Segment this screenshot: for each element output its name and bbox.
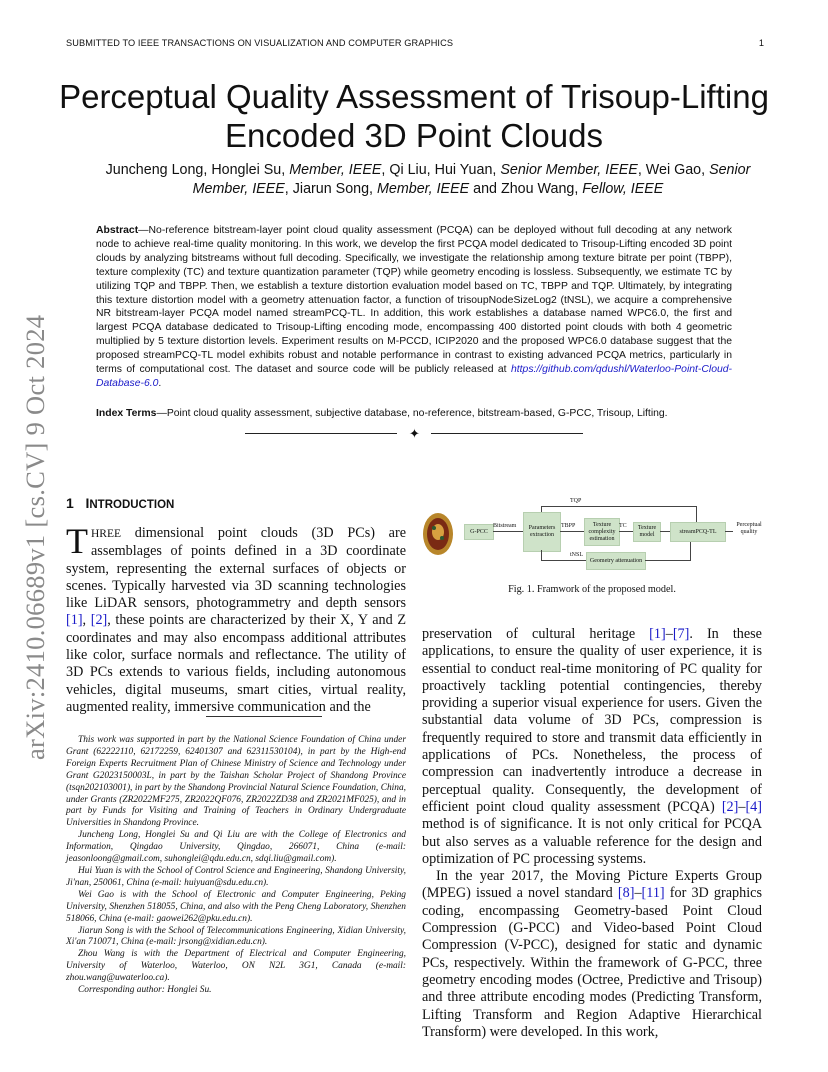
footnote: Wei Gao is with the School of Electronic and Computer Engineering, Peking University, Shenzhen 518055, China, and also with the Peng Cheng Laboratory, Shenzhen 518066, China (e-mail: gaowei262@pku.edu.cn). <box>66 889 406 924</box>
body-text: In the year 2017, the Moving Picture Experts Group (MPEG) issued a novel standard <box>422 868 762 902</box>
texture-complexity-box: Texture complexity estimation <box>584 518 620 546</box>
tqp-line <box>696 506 697 522</box>
divider-diamond-icon: ✦ <box>409 426 420 441</box>
author-role: Member, IEEE <box>377 181 470 197</box>
footnote: Zhou Wang is with the Department of Electrical and Computer Engineering, University of Waterloo, Waterloo, ON N2L 3G1, Canada (e-mail: zhou.wang@uwaterloo.ca). <box>66 949 406 984</box>
section-number: 1 <box>66 495 74 511</box>
intro-text: dimensional point clouds (3D PCs) are assemblages of points defined in a 3D coordinate system, representing the external surfaces of objects or scenes. Typically harvested via 3D scanning technologies like LiDAR sensors, photogrammetry and depth sensors <box>66 525 406 612</box>
streampcq-tl-box: streamPCQ-TL <box>670 522 726 542</box>
arrow-line <box>560 531 584 532</box>
arrow-line <box>690 540 691 561</box>
author-text: , Jiarun Song, <box>284 181 377 197</box>
arrow-line <box>660 531 670 532</box>
perceptual-quality-label: Perceptual quality <box>736 522 762 535</box>
author-text: , Wei Gao, <box>637 162 710 178</box>
figure-caption: Fig. 1. Framwork of the proposed model. <box>508 584 676 595</box>
intro-text: , these points are characterized by their X, Y and Z coordinates and may also encompass additional attributes like color, surface normals and reflectance. The utility of 3D PCs extends to various fields, including autonomous vehicles, digital museums, smart cities, virtual reality, augmented reality, immersive communication and the <box>66 612 407 715</box>
citation-link[interactable]: [11] <box>641 885 665 902</box>
footnote: Hui Yuan is with the School of Control Science and Engineering, Shandong University, Ji'nan, 250061, China (e-mail: huiyuan@sdu.edu.cn). <box>66 865 406 888</box>
citation-link[interactable]: [1] <box>649 626 666 642</box>
intro-text: , <box>82 612 91 629</box>
author-text: Juncheng Long, Honglei Su, <box>105 162 290 178</box>
citation-link[interactable]: [8] <box>617 885 635 902</box>
divider-line-right <box>431 433 583 434</box>
footnote: Corresponding author: Honglei Su. <box>78 985 212 996</box>
title-line-1: Perceptual Quality Assessment of Trisoup-Lifting <box>59 78 769 115</box>
author-role: Senior Member, IEEE <box>500 162 638 178</box>
author-role: Fellow, IEEE <box>582 181 664 197</box>
section-divider <box>245 426 583 440</box>
author-role: Senior Member, IEEE <box>192 162 751 197</box>
section-first-letter: I <box>85 495 90 511</box>
body-text: method is of significance. It is not only critical for PCQA but also serves as a valuable reference for the design and optimization of PC processing systems. <box>422 816 762 867</box>
author-role: Member, IEEE <box>289 162 382 178</box>
divider-line-left <box>245 433 397 434</box>
index-terms-text: —Point cloud quality assessment, subjective database, no-reference, bitstream-based, G-PCC, Trisoup, Lifting. <box>156 408 668 419</box>
footnote: Juncheng Long, Honglei Su and Qi Liu are with the College of Electronics and Information, Qingdao University, Qingdao, 266071, China (e-mail: jeasonloong@gmail.com, suhonglei@qdu.edu.cn, sdqi.liu@gmail.com). <box>66 830 406 865</box>
parameters-extraction-box: Parameters extraction <box>523 512 561 552</box>
citation-link[interactable]: [4] <box>745 798 762 815</box>
arrow-line <box>645 560 691 561</box>
footnote: This work was supported in part by the National Science Foundation of China under Grant (62222110, 62172259, 62401307 and 62311530104), in part by the High-end Foreign Experts Recruitment Plan of Chinese Ministry of Science and Technology under Grant G2023150003L, in part by the Taishan Scholar Project of Shandong Province (tsqn202103001), in part by the Shandong Provincial Natural Science Foundation, China, under Grants (ZR2022MF275, ZR2022QF076, ZR2022ZD38 and ZR2021MF025), and in part by Funds for Visiting and Training of Teachers in Ordinary Undergraduate Universities in Shandong Province. <box>66 735 406 829</box>
title-line-2: Encoded 3D Point Clouds <box>225 117 603 154</box>
section-heading <box>66 495 174 511</box>
gpcc-box: G-PCC <box>464 524 494 540</box>
tc-label: TC <box>619 523 627 529</box>
body-text: – <box>738 798 746 815</box>
bitstream-label: Bitstream <box>493 523 517 529</box>
index-terms <box>96 407 732 421</box>
paper-title <box>40 77 788 155</box>
tnsl-label: tNSL <box>570 552 584 558</box>
arrow-line <box>493 531 523 532</box>
abstract-text: —No-reference bitstream-layer point cloud quality assessment (PCQA) can be deployed without full decoding at any network node to achieve real-time quality monitoring. In this work, we develop the first PCQA model dedicated to Trisoup-Lifting encoded 3D point clouds by analyzing bitstreams without full decoding. Specifically, we investigate the relationship among texture bitrate per point (TBPP), texture complexity (TC) and texture quantization parameter (TQP) while geometry encoding is lossless. Subsequently, we estimate TC by utilizing TQP and TBPP. Then, we establish a texture distortion evaluation model based on TC, TBPP and TQP. Ultimately, by integrating this texture distortion model with a geometry attenuation factor, a function of trisoupNodeSizeLog2 (tNSL), we acquire a comprehensive NR bitstream-layer PCQA model named streamPCQ-TL. In addition, this work establishes a database named WPC6.0, the first and largest PCQA database dedicated to Trisoup-Lifting encoding mode, encompassing 400 distorted point clouds with both 4 geometric multiplied by 5 texture distortion levels. Experiment results on M-PCCD, ICIP2020 and the proposed WPC6.0 database suggest that the proposed streamPCQ-TL model exhibits robust and notable performance in contrast to existing advanced PCQA metrics, particularly in terms of computational cost. The dataset and source code will be publicly released at <box>96 225 732 376</box>
tnsl-line <box>541 550 542 560</box>
page-number: 1 <box>758 38 764 48</box>
footnotes <box>66 735 406 997</box>
dataset-link[interactable]: https://github.com/qdushl/Waterloo-Point-Cloud-Database-6.0 <box>96 364 732 389</box>
drop-cap: T <box>66 521 88 561</box>
right-column-text <box>422 626 762 1041</box>
texture-model-box: Texture model <box>633 522 661 542</box>
body-text: – <box>634 885 642 902</box>
section-rest: NTRODUCTION <box>89 499 175 511</box>
abstract-end: . <box>158 377 162 389</box>
body-text: preservation of cultural heritage <box>422 626 650 642</box>
tqp-line <box>541 506 542 512</box>
index-terms-label: Index Terms <box>96 408 157 419</box>
point-cloud-object-icon <box>420 510 456 558</box>
author-text: , Qi Liu, Hui Yuan, <box>381 162 501 178</box>
citation-link[interactable]: [2] <box>90 612 108 629</box>
body-text: . In these applications, to ensure the quality of user experience, it is essential to conduct real-time monitoring of PC quality for proactively tackling potential contingencies, thereby providing a superior visual experience for users. Given the substantial data volume of 3D PCs, compression is frequently required to store and transmit data efficiently in applications of PCs. Nonetheless, the process of compression can inadvertently introduce a decrease in perceptual quality. Consequently, the development of efficient point cloud quality assessment (PCQA) <box>422 626 762 815</box>
tnsl-line <box>541 560 586 561</box>
author-list <box>84 161 772 199</box>
figure-1-framework <box>420 498 766 572</box>
author-text: and Zhou Wang, <box>469 181 583 197</box>
body-text: for 3D graphics coding, encompassing Geometry-based Point Cloud Compression (G-PCC) and Video-based Point Cloud Compression (V-PCC), designed for static and dynamic PCs, respectively. Within the framework of G-PCC, three geometry encoding modes (Octree, Predictive and Trisoup) and three attribute encoding modes (Predicting Transform, Lifting Transform and Region Adaptive Hierarchical Transform) were developed. In this work, <box>422 885 762 1040</box>
arrow-line <box>619 531 633 532</box>
footnote: Jiarun Song is with the School of Telecommunications Engineering, Xidian University, Xi'an 710071, China (e-mail: jrsong@xidian.edu.cn). <box>66 925 406 948</box>
body-text: – <box>665 626 673 642</box>
citation-link[interactable]: [2] <box>721 798 739 815</box>
left-column-text <box>66 521 407 716</box>
citation-link[interactable]: [1] <box>66 612 83 629</box>
tbpp-label: TBPP <box>561 523 576 529</box>
footnote-rule <box>206 716 322 717</box>
abstract-label: Abstract <box>96 225 139 236</box>
arxiv-stamp: arXiv:2410.06689v1 [cs.CV] 9 Oct 2024 <box>20 314 50 760</box>
smallcaps-word: HREE <box>91 528 122 540</box>
abstract <box>96 224 732 391</box>
citation-link[interactable]: [7] <box>672 626 690 642</box>
running-head: SUBMITTED TO IEEE TRANSACTIONS ON VISUALIZATION AND COMPUTER GRAPHICS <box>66 38 454 48</box>
geometry-attenuation-box: Geometry attenuation <box>586 552 646 570</box>
tqp-line <box>541 506 696 507</box>
tqp-label: TQP <box>570 498 582 504</box>
